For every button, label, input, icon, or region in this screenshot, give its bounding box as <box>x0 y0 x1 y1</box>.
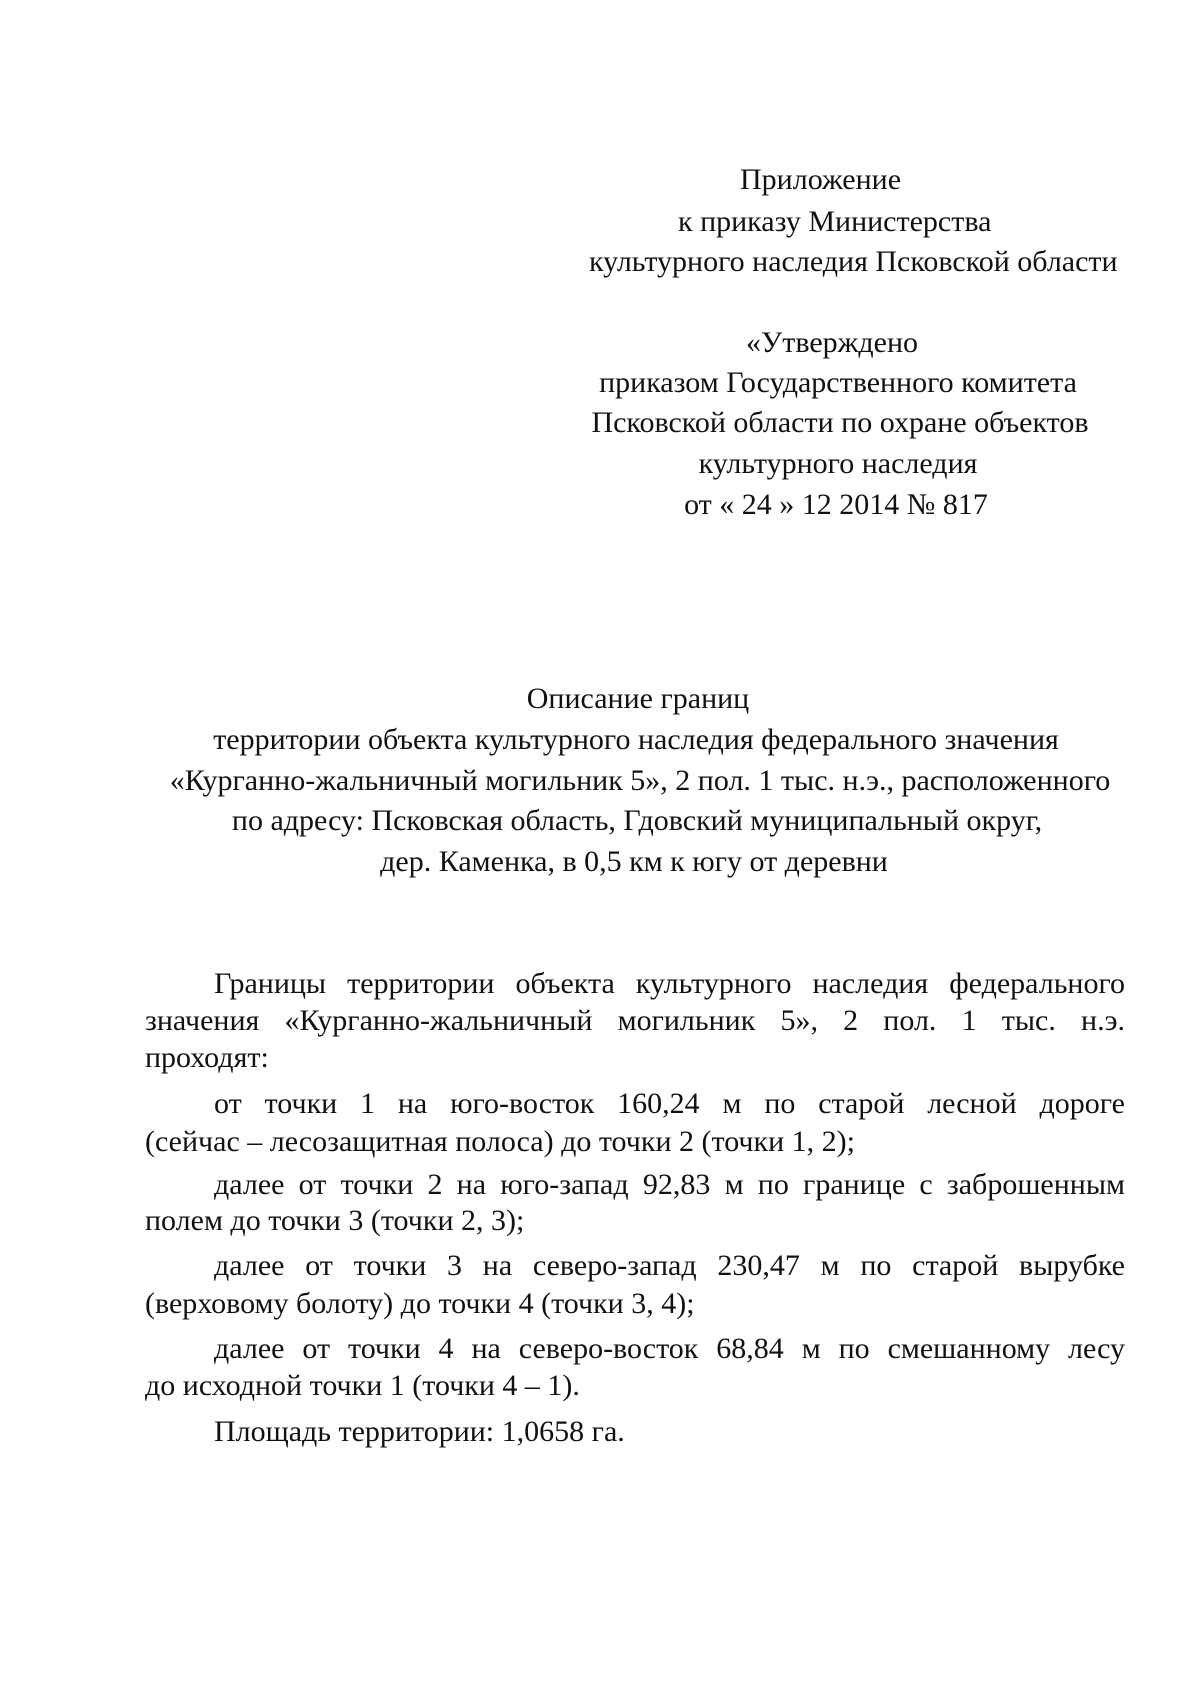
boundary-1-line-2: (сейчас – лесозащитная полоса) до точки 2 (точки 1, 2); <box>145 1125 855 1158</box>
appendix-line-3: культурного наследия Псковской области <box>589 245 1118 278</box>
boundary-1-line-1: от точки 1 на юго-восток 160,24 м по старой лесной дороге <box>214 1087 1125 1120</box>
boundary-4-line-1: далее от точки 4 на северо-восток 68,84 м по смешанному лесу <box>214 1332 1125 1365</box>
boundary-3-line-1: далее от точки 3 на северо-запад 230,47 м по старой вырубке <box>214 1249 1125 1282</box>
title-line-4: по адресу: Псковская область, Гдовский муниципальный округ, <box>231 804 1043 837</box>
title-line-3: «Курганно-жальничный могильник 5», 2 пол. 1 тыс. н.э., расположенного <box>169 764 1111 797</box>
document-title: Описание границ <box>526 682 750 715</box>
intro-line-2: значения «Курганно-жальничный могильник 5», 2 пол. 1 тыс. н.э. <box>145 1004 1125 1037</box>
title-line-5: дер. Каменка, в 0,5 км к югу от деревни <box>380 845 888 878</box>
approved-line-1: «Утверждено <box>745 326 919 359</box>
intro-line-3: проходят: <box>145 1041 269 1074</box>
approved-line-2: приказом Государственного комитета <box>599 366 1077 399</box>
approved-line-4: культурного наследия <box>698 447 978 480</box>
approved-line-3: Псковской области по охране объектов <box>591 406 1089 439</box>
boundary-4-line-2: до исходной точки 1 (точки 4 – 1). <box>145 1369 580 1402</box>
appendix-title: Приложение <box>740 163 902 196</box>
boundary-2-line-2: полем до точки 3 (точки 2, 3); <box>145 1204 525 1237</box>
approved-line-5: от « 24 » 12 2014 № 817 <box>684 488 988 521</box>
appendix-line-2: к приказу Министерства <box>678 205 992 238</box>
boundary-3-line-2: (верховому болоту) до точки 4 (точки 3, 4); <box>145 1287 695 1320</box>
territory-area: Площадь территории: 1,0658 га. <box>214 1415 625 1448</box>
boundary-2-line-1: далее от точки 2 на юго-запад 92,83 м по границе с заброшенным <box>214 1168 1125 1201</box>
intro-line-1: Границы территории объекта культурного наследия федерального <box>214 967 1125 1000</box>
title-line-2: территории объекта культурного наследия федерального значения <box>213 723 1059 756</box>
